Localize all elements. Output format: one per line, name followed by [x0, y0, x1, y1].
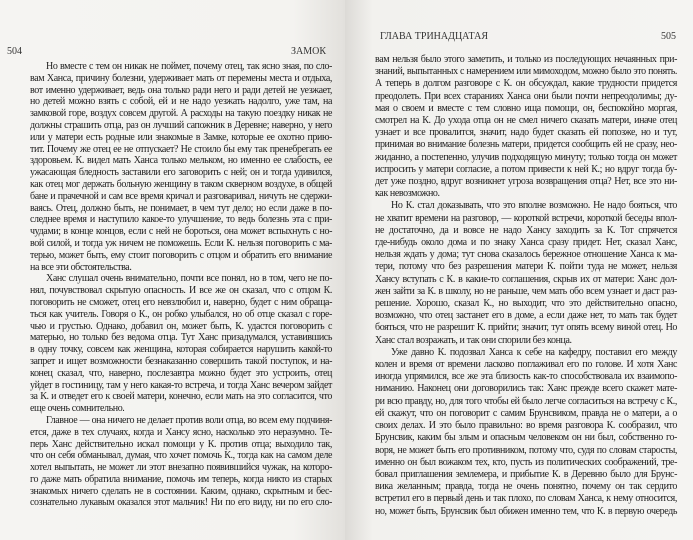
text-line: смотрел на К. До ухода отца он не смел ничего сказать матери, иначе отец: [375, 115, 677, 127]
text-line: решение. Хорошо, сказал К., но выходит, что это действительно опасно,: [375, 298, 677, 310]
text-line: ри всю правду, но, для того чтобы ей было легче согласиться на встречу с К.,: [375, 395, 677, 407]
text-line: А теперь в долгом разговоре с К. он обсуждал, какие трудности придется: [375, 78, 677, 90]
text-line: нельзя ждать у дома; тут снова сказалось бережное отношение Ханса к ма-: [375, 249, 677, 261]
text-line: встретил его в первый день и так плохо, по словам Ханса, к нему относится,: [375, 493, 677, 505]
text-line: узнает и все провалится, значит, надо будет сказать ей попозже, но и тут,: [375, 127, 677, 139]
text-line: вика желанным; правда, тогда не очень понятно, почему он так сердито: [375, 481, 677, 493]
text-line: здоровьем. К. видел мать Ханса только мельком, но именно ее слабость, ее: [30, 155, 332, 167]
text-line: бане и прачечной и сам все время кричал и разговаривал, ничуть не сдержи-: [30, 190, 332, 202]
text-line: терью, может быть, ему стоит поговорить с отцом и обратить его внимание: [30, 249, 332, 261]
page-body: [30, 61, 332, 509]
text-line: колен и время от времени ласково поглаживал его по голове. И хотя Ханс: [375, 359, 677, 371]
text-line: Хансу вступать с К. в какие-то соглашения, скрыв их от матери: Ханс дол-: [375, 273, 677, 285]
text-line: должны страшить отца, раз он лучший сапожник в Деревне; наверно, у него: [30, 119, 332, 131]
text-line: своих делах. И это было правильно: во время разговора К. сообразил, что: [375, 420, 677, 432]
text-line: вой силой, и тогда уж ничем не поможешь. Если К. нельзя поговорить с ма-: [30, 237, 332, 249]
text-line: испросить у матери согласие, а потом привести к ней К.; но вдруг тогда бу-: [375, 163, 677, 175]
text-line: Ханс слушал очень внимательно, почти все понял, но в том, чего не по-: [46, 273, 332, 285]
text-line: чудами; в конце концов, если с ней не бороться, она может вспыхнуть с но-: [30, 226, 332, 238]
text-line: жиданно, а постепенно, улучив подходящую минуту; только тогда он может: [375, 151, 677, 163]
text-line: матерью, но только без ведома отца. Тут Ханс призадумался, уставившись: [30, 332, 332, 344]
text-line: ваясь. Отец, должно быть, не понимает, в чем тут дело; но если даже в по-: [30, 202, 332, 214]
text-line: воря, не может быть его противником, потому что, судя по словам старосты,: [375, 444, 677, 456]
text-line: запрет и ищет возможности безнаказанно совершить такой поступок, и на-: [30, 355, 332, 367]
text-line: вам нельзя было этого заметить, и только из последующих нечаянных при-: [375, 54, 677, 65]
text-line: на все эти обстоятельства.: [30, 261, 132, 273]
text-line: возможно, что отец застанет его в доме, а если даже нет, то мать так будет: [375, 310, 677, 322]
text-line: мая о своем и вместе с тем словно ища помощи, он, беспокойно моргая,: [375, 102, 677, 114]
page-body: [375, 54, 677, 518]
text-line: Но К. стал доказывать, что это вполне возможно. Не надо бояться, что: [391, 200, 677, 212]
running-head: ГЛАВА ТРИНАДЦАТАЯ: [380, 31, 489, 42]
text-line: ей скажут, что он поговорит с самим Брунсвиком, правда не о матери, а о: [375, 407, 677, 419]
text-line: Уже давно К. подозвал Ханса к себе на кафедру, поставил его между: [391, 346, 677, 358]
text-line: принимая во внимание болезнь матери, придется сообщить ей не сразу, нео-: [375, 139, 677, 151]
text-line: еще очень сомнительно.: [30, 403, 125, 415]
text-line: иногда упрямился, все же эта близость как-то способствовала их взаимопо-: [375, 371, 677, 383]
text-line: поговорить не сможет, отец его невзлюбил и, наверно, будет с ним обраща-: [30, 296, 332, 308]
text-line: знаний, выпытанных с намерением или мимоходом, можно было это понять.: [375, 66, 677, 78]
text-line: ниманию. Наконец они договорились так: Ханс прежде всего скажет мате-: [375, 383, 677, 395]
text-line: но, может быть, Брунсвик был обижен именно тем, что К. в первую очередь: [375, 505, 677, 517]
left-page: [0, 0, 345, 540]
text-line: хотел выпытать, не может ли этот внезапно появившийся чужак, на которо-: [30, 462, 332, 474]
text-line: дет уже поздно, вдруг возникнет угроза возвращения отца? Нет, все это ни-: [375, 176, 677, 188]
page-number: 505: [661, 31, 676, 42]
text-line: го даже мать обратила внимание, помочь им теперь, когда никто из старых: [30, 473, 332, 485]
text-line: ужасающая бледность заставили его заговорить с ней; он и тогда удивился,: [30, 167, 332, 179]
text-line: вот именно удерживает, ведь она только ради него и ради детей не уезжает,: [30, 84, 332, 96]
paragraph: [375, 54, 677, 200]
text-line: бовал приглашения землемера, и прибытие К. в Деревню было для Брунс-: [375, 468, 677, 480]
text-line: тит. Почему же отец ее не отпускает? Не стоило бы ему так пренебрегать ее: [30, 143, 332, 155]
text-line: не достаточно, да и вовсе не надо Хансу заходить за К. Тот спрячется: [375, 224, 677, 236]
text-line: где-нибудь около дома и по знаку Ханса сразу придет. Нет, сказал Ханс,: [375, 237, 677, 249]
text-line: Брунсвик, каким бы злым и опасным человеком он ни был, собственно го-: [375, 432, 677, 444]
text-line: за К. и отведет его к своей матери, конечно, если мать на это согласится, что: [30, 391, 332, 403]
text-line: в одну точку, совсем как женщина, которая собирается нарушить какой-то: [30, 344, 332, 356]
paragraph: [375, 200, 677, 346]
text-line: именно он был вожаком тех, кто, пусть из политических соображений, тре-: [375, 456, 677, 468]
text-line: но детей можно взять с собой, ей и не надо уезжать надолго, уже там, на: [30, 96, 332, 108]
text-line: вам Ханса, причину болезни, удерживает мать от перемены места и отдыха,: [30, 72, 332, 84]
text-line: тери, потому что без разрешения матери К. пойти туда не может, нельзя: [375, 261, 677, 273]
paragraph: [30, 61, 332, 273]
text-line: ется, даже в тех случаях, когда и Хансу ясно, насколько это неразумно. Те-: [30, 426, 332, 438]
text-line: конец сказал, что, наверно, послезавтра можно будет это устроить, отец: [30, 367, 332, 379]
paragraph: [375, 347, 677, 518]
text-line: Главное — она ничего не делает против воли отца, во всем ему подчиня-: [46, 414, 332, 426]
text-line: перь Ханс действительно искал помощи у К. против отца; выходило так,: [30, 438, 332, 450]
text-line: Ханс стал возражать, и так они спорили без конца.: [375, 334, 572, 346]
text-line: знакомых ничего сделать не в состоянии. Каким, однако, скрытным и бес-: [30, 485, 332, 497]
text-line: уйдет в гостиницу, там у него какая-то встреча, и тогда Ханс вечером зайдет: [30, 379, 332, 391]
paragraph: [30, 415, 332, 509]
text-line: как невозможно.: [375, 188, 440, 200]
running-head: ЗАМОК: [291, 46, 327, 57]
text-line: жен зайти за К. в школу, но не раньше, чем мать обо всем узнает и даст раз-: [375, 285, 677, 297]
paragraph: [30, 273, 332, 415]
text-line: преодолеть. При всех стараниях Ханса они были почти непреодолимы; ду-: [375, 90, 677, 102]
text-line: как отец мог держать больную женщину в таком скверном воздухе, в общей: [30, 178, 332, 190]
text-line: замковой горе, воздух совсем другой. А расходы на такую поездку никак не: [30, 108, 332, 120]
text-line: сознательно лукавым оказался этот мальчик! Ни по его виду, ни по его сло-: [30, 497, 332, 509]
text-line: не хватит времени на разговор, — короткой встречи, короткой беседы впол-: [375, 212, 677, 224]
text-line: чью и грустью. Однако, добавил он, может быть, К. удастся поговорить с: [30, 320, 332, 332]
text-line: или у матери есть родные или знакомые в Замке, которые ее охотно прию-: [30, 131, 332, 143]
text-line: следнее время и наступило какое-то улучшение, то ведь болезнь эта с при-: [30, 214, 332, 226]
text-line: бояться, что не разрешит К. прийти; значит, тут опять всему виной отец. Но: [375, 322, 677, 334]
text-line: ться как учитель. Говоря о К., он робко улыбался, но об отце сказал с горе-: [30, 308, 332, 320]
text-line: нял, почувствовал скрытую опасность. И все же он сказал, что с отцом К.: [30, 285, 332, 297]
text-line: Но вместе с тем он никак не поймет, почему отец, так ясно зная, по сло-: [46, 61, 332, 72]
page-number: 504: [7, 46, 22, 57]
right-page: [345, 0, 693, 540]
text-line: что он себя обманывал, думая, что хочет помочь К., тогда как на самом деле: [30, 450, 332, 462]
